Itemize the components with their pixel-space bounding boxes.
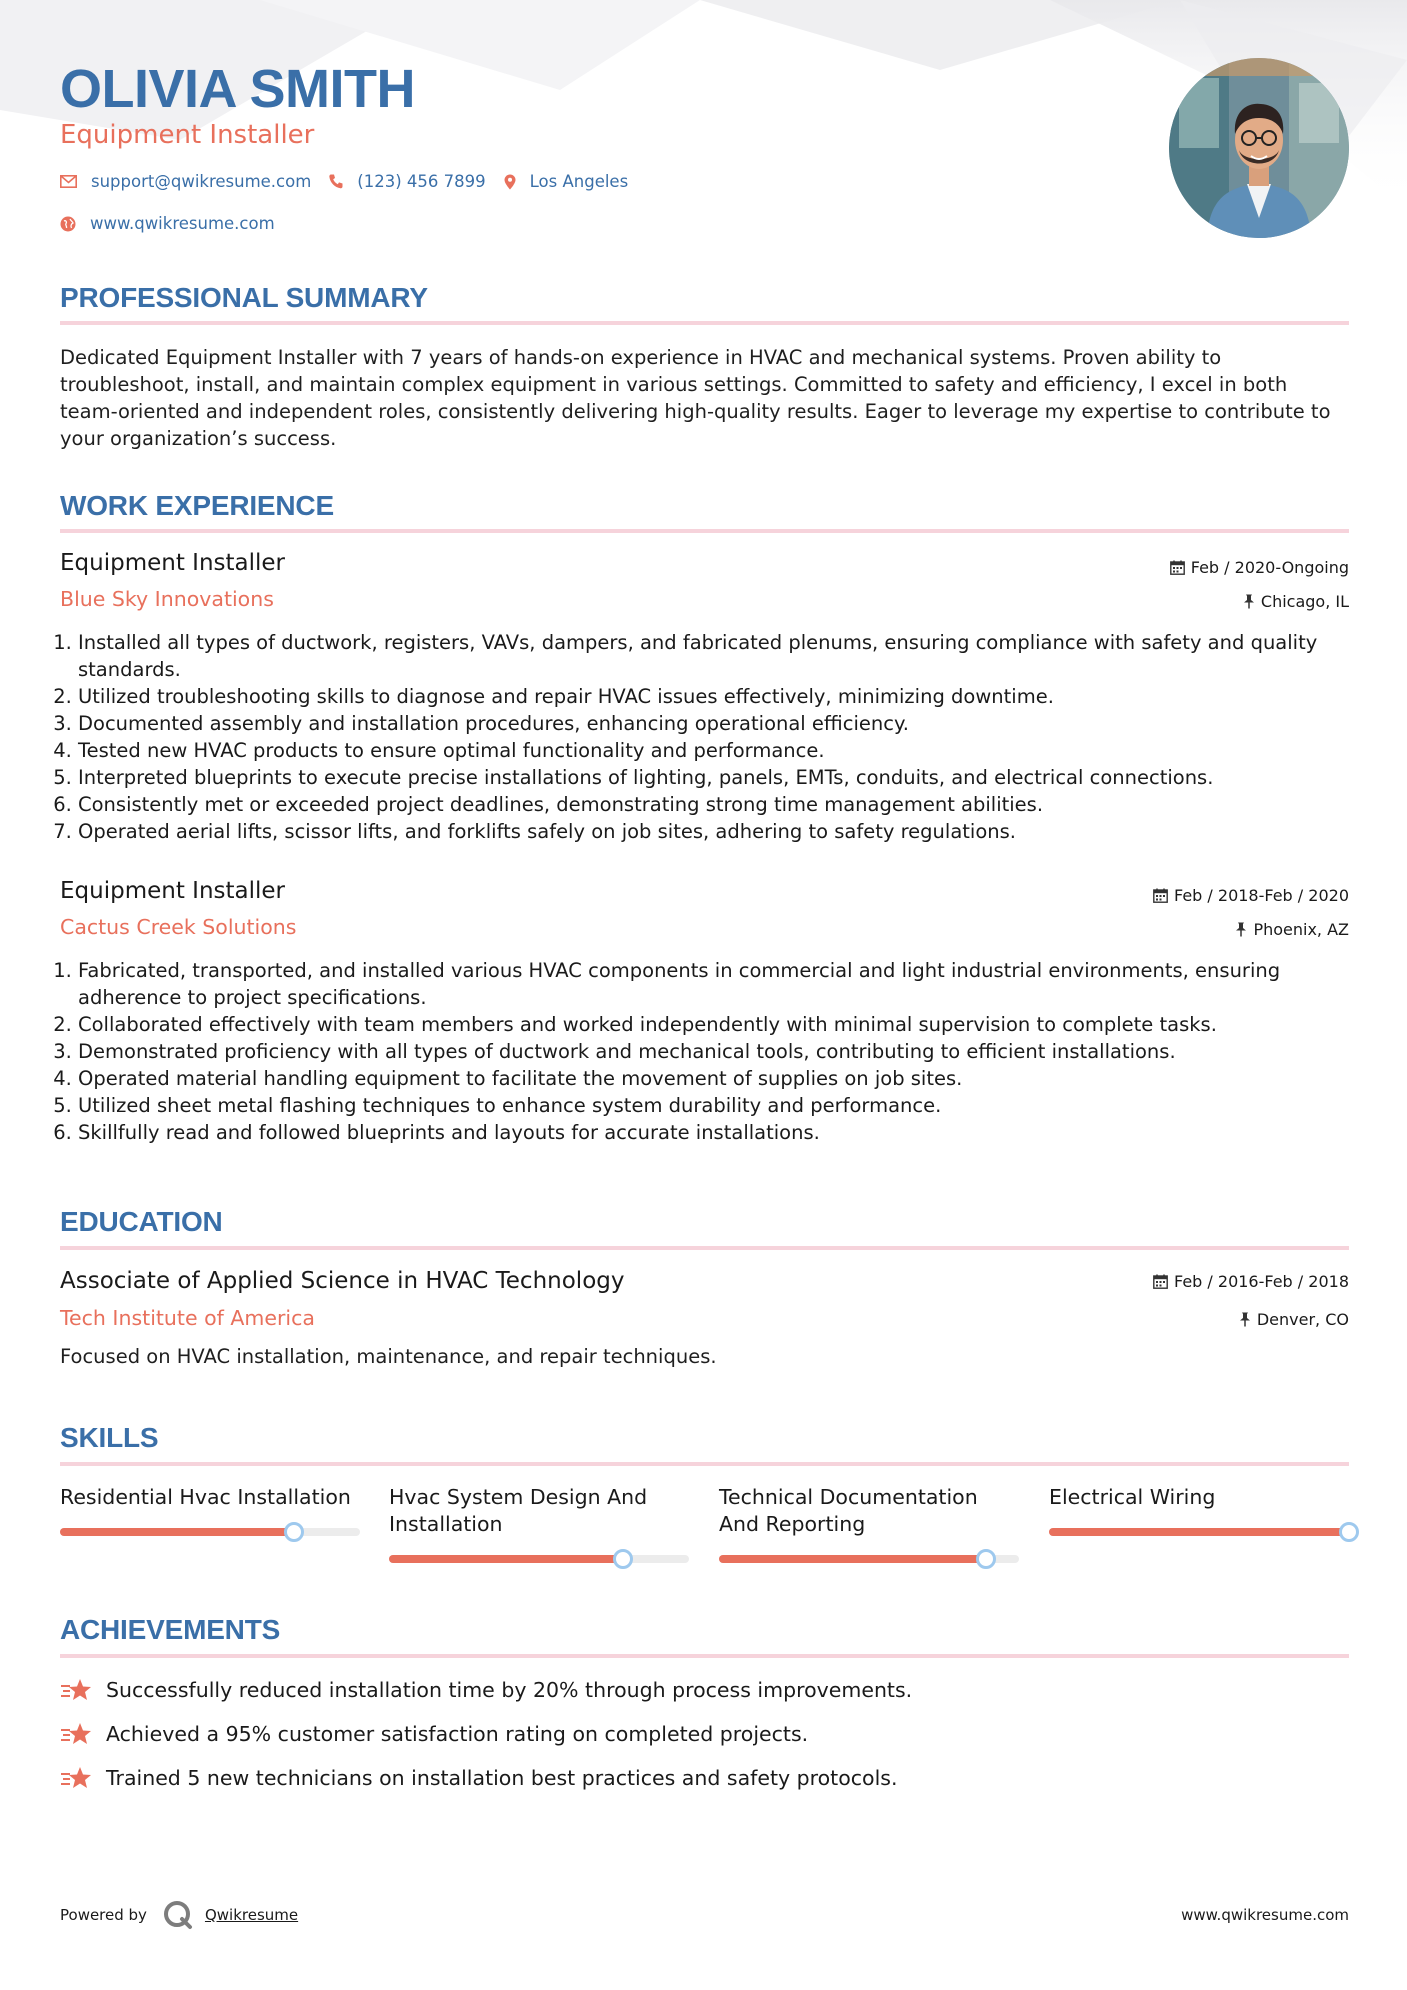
candidate-name: OLIVIA SMITH <box>60 59 415 119</box>
envelope-icon <box>60 175 77 188</box>
skill-item <box>389 1484 689 1538</box>
education-heading: EDUCATION <box>60 1206 223 1237</box>
skill-item <box>719 1484 1019 1538</box>
skill-name: Technical Documentation And Reporting <box>719 1485 978 1536</box>
phone-text[interactable]: (123) 456 7899 <box>357 172 486 191</box>
job-title: Equipment Installer <box>60 550 286 576</box>
pushpin-icon <box>1243 594 1255 609</box>
phone-contact[interactable] <box>329 172 485 191</box>
footer-website[interactable]: www.qwikresume.com <box>1181 1906 1349 1924</box>
summary-text: Dedicated Equipment Installer with 7 years of hands-on experience in HVAC and mechanical systems. Proven ability to troubleshoot, install, and maintain complex equipment in various settings. Committed to safety and efficiency, I excel in both team-oriented and independent roles, consistently delivering high-quality results. Eager to leverage my expertise to contribute to your organization’s success. <box>60 346 1331 450</box>
degree-title: Associate of Applied Science in HVAC Technology <box>60 1268 625 1294</box>
achievement-text: Successfully reduced installation time by 20% through process improvements. <box>106 1678 913 1702</box>
list-item: 5. Utilized sheet metal flashing techniques to enhance system durability and performance. <box>78 1092 1349 1119</box>
list-item: 3. Demonstrated proficiency with all types of ductwork and mechanical tools, contributing to efficient installations. <box>78 1038 1349 1065</box>
shooting-star-icon <box>60 1766 92 1790</box>
location-text: Los Angeles <box>529 172 629 191</box>
section-divider <box>60 529 1349 533</box>
pushpin-icon <box>1239 1312 1251 1327</box>
education-location <box>1239 1310 1349 1329</box>
job-dates-text: Feb / 2018-Feb / 2020 <box>1174 886 1349 905</box>
skill-level-bar <box>389 1555 689 1563</box>
skill-level-fill <box>60 1528 294 1536</box>
list-item: 6. Consistently met or exceeded project deadlines, demonstrating strong time management abilities. <box>78 791 1349 818</box>
job-title: Equipment Installer <box>60 878 286 904</box>
qwikresume-link[interactable]: Qwikresume <box>204 1906 299 1924</box>
website-text[interactable]: www.qwikresume.com <box>90 214 275 233</box>
list-item: 4. Tested new HVAC products to ensure optimal functionality and performance. <box>78 737 1349 764</box>
skill-name: Residential Hvac Installation <box>60 1485 351 1509</box>
contact-row <box>60 172 646 191</box>
achievement-text: Trained 5 new technicians on installation best practices and safety protocols. <box>106 1766 898 1790</box>
company-name: Blue Sky Innovations <box>60 587 274 611</box>
skill-level-knob <box>613 1549 633 1569</box>
profile-photo <box>1169 58 1349 238</box>
shooting-star-icon <box>60 1678 92 1702</box>
pushpin-icon <box>1235 922 1247 937</box>
location-contact <box>504 172 629 191</box>
website-contact[interactable] <box>60 214 275 233</box>
calendar-icon <box>1153 888 1168 903</box>
list-item: 1. Installed all types of ductwork, registers, VAVs, dampers, and fabricated plenums, ensuring compliance with safety and quality standards. <box>78 629 1349 683</box>
shooting-star-icon <box>60 1722 92 1746</box>
experience-heading: WORK EXPERIENCE <box>60 490 334 521</box>
skill-level-fill <box>719 1555 986 1563</box>
list-item: 5. Interpreted blueprints to execute precise installations of lighting, panels, EMTs, conduits, and electrical connections. <box>78 764 1349 791</box>
job-bullet-list <box>60 957 1349 1146</box>
school-name: Tech Institute of America <box>60 1306 315 1330</box>
section-divider <box>60 1246 1349 1250</box>
education-dates-text: Feb / 2016-Feb / 2018 <box>1174 1272 1349 1291</box>
website-row <box>60 214 293 233</box>
list-item: 3. Documented assembly and installation procedures, enhancing operational efficiency. <box>78 710 1349 737</box>
skill-item <box>60 1484 360 1538</box>
resume-page <box>60 0 1349 1990</box>
company-name: Cactus Creek Solutions <box>60 915 297 939</box>
job-location <box>1235 920 1349 939</box>
job-bullet-list <box>60 629 1349 845</box>
achievement-item <box>60 1766 897 1790</box>
list-item: 6. Skillfully read and followed blueprints and layouts for accurate installations. <box>78 1119 1349 1146</box>
job-location-text: Chicago, IL <box>1260 592 1349 611</box>
job-location <box>1243 592 1349 611</box>
skill-level-knob <box>284 1522 304 1542</box>
achievement-item <box>60 1678 912 1702</box>
section-divider <box>60 1462 1349 1466</box>
email-text[interactable]: support@qwikresume.com <box>91 172 312 191</box>
section-divider <box>60 321 1349 325</box>
summary-heading: PROFESSIONAL SUMMARY <box>60 282 428 313</box>
skill-level-fill <box>389 1555 623 1563</box>
skill-level-knob <box>976 1549 996 1569</box>
candidate-role: Equipment Installer <box>60 120 315 150</box>
skill-level-fill <box>1049 1528 1349 1536</box>
list-item: 7. Operated aerial lifts, scissor lifts, and forklifts safely on job sites, adhering to safety regulations. <box>78 818 1349 845</box>
footer-powered-by <box>60 1900 298 1930</box>
education-description: Focused on HVAC installation, maintenance, and repair techniques. <box>60 1345 717 1368</box>
achievement-text: Achieved a 95% customer satisfaction rating on completed projects. <box>106 1722 809 1746</box>
globe-icon <box>60 216 76 232</box>
skill-level-bar <box>719 1555 1019 1563</box>
qwikresume-logo-icon <box>163 1900 193 1930</box>
calendar-icon <box>1153 1274 1168 1289</box>
list-item: 2. Collaborated effectively with team members and worked independently with minimal supervision to complete tasks. <box>78 1011 1349 1038</box>
education-location-text: Denver, CO <box>1256 1310 1349 1329</box>
email-contact[interactable] <box>60 172 311 191</box>
skill-level-bar <box>60 1528 360 1536</box>
skill-name: Electrical Wiring <box>1049 1485 1216 1509</box>
job-location-text: Phoenix, AZ <box>1253 920 1349 939</box>
job-dates-text: Feb / 2020-Ongoing <box>1190 558 1349 577</box>
achievements-heading: ACHIEVEMENTS <box>60 1614 281 1645</box>
achievement-item <box>60 1722 808 1746</box>
skill-name: Hvac System Design And Installation <box>389 1485 648 1536</box>
map-pin-icon <box>504 174 516 190</box>
skill-level-knob <box>1339 1522 1359 1542</box>
skill-item <box>1049 1484 1349 1538</box>
list-item: 2. Utilized troubleshooting skills to diagnose and repair HVAC issues effectively, minimizing downtime. <box>78 683 1349 710</box>
calendar-icon <box>1170 560 1185 575</box>
job-dates <box>1170 558 1349 577</box>
powered-by-label: Powered by <box>60 1906 147 1924</box>
list-item: 1. Fabricated, transported, and installed various HVAC components in commercial and light industrial environments, ensuring adherence to project specifications. <box>78 957 1349 1011</box>
list-item: 4. Operated material handling equipment to facilitate the movement of supplies on job sites. <box>78 1065 1349 1092</box>
section-divider <box>60 1654 1349 1658</box>
education-dates <box>1153 1272 1349 1291</box>
phone-icon <box>329 174 343 189</box>
skill-level-bar <box>1049 1528 1349 1536</box>
skills-heading: SKILLS <box>60 1422 159 1453</box>
job-dates <box>1153 886 1349 905</box>
